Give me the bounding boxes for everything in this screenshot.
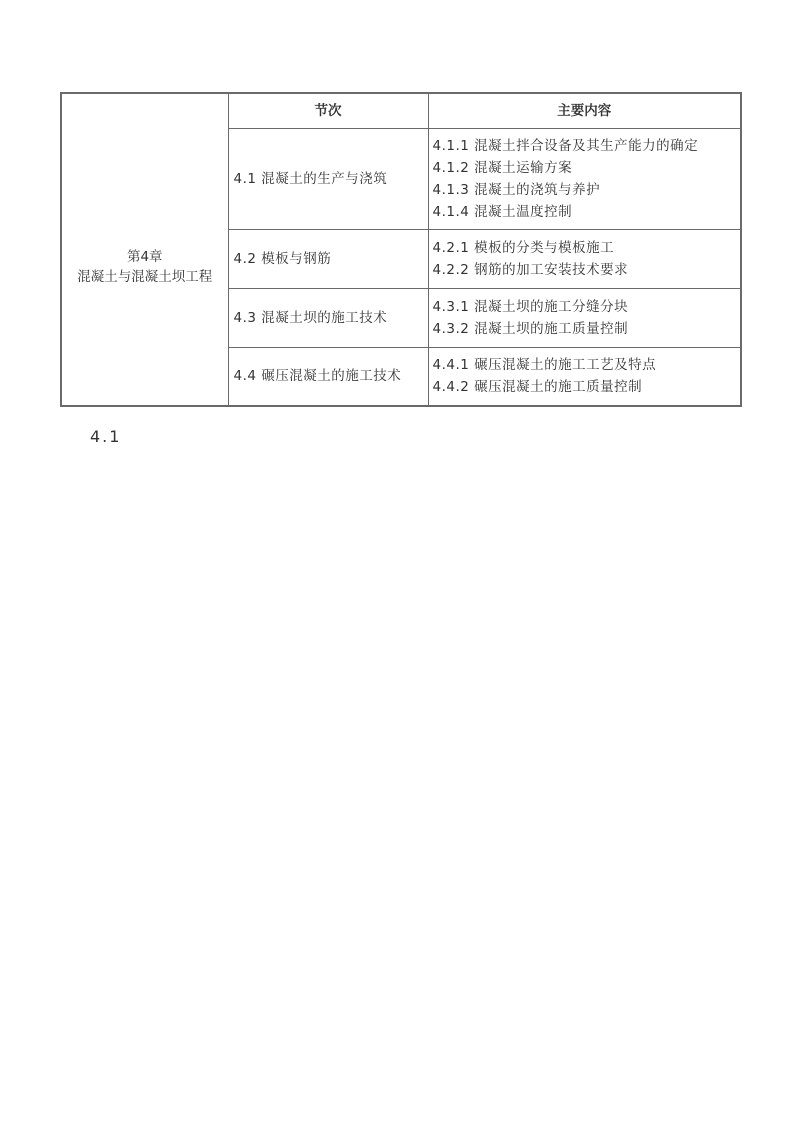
- section-cell: 4.3 混凝土坝的施工技术: [228, 289, 428, 348]
- chapter-title: 混凝土与混凝土坝工程: [77, 268, 213, 285]
- header-empty-cell: [61, 93, 228, 129]
- content-item: 4.1.3 混凝土的浇筑与养护: [432, 182, 601, 198]
- content-cell: [428, 129, 741, 230]
- content-item: 4.2.1 模板的分类与模板施工: [432, 240, 615, 256]
- content-cell: [428, 348, 741, 406]
- content-item: 4.4.1 碾压混凝土的施工工艺及特点: [432, 357, 657, 374]
- section-cell: 4.1 混凝土的生产与浇筑: [228, 129, 428, 230]
- content-item: 4.3.1 混凝土坝的施工分缝分块: [432, 299, 629, 315]
- content-item: 4.1.1 混凝土拌合设备及其生产能力的确定: [432, 138, 699, 154]
- chapter-outline-table: [60, 92, 742, 407]
- section-cell: 4.4 碾压混凝土的施工技术: [228, 348, 428, 406]
- content-item: 4.4.2 碾压混凝土的施工质量控制: [432, 379, 643, 396]
- content-cell: [428, 289, 741, 348]
- chapter-cell: [61, 129, 228, 406]
- header-content: 主要内容: [428, 93, 741, 129]
- content-item: 4.2.2 钢筋的加工安装技术要求: [432, 262, 629, 278]
- content-item: 4.3.2 混凝土坝的施工质量控制: [432, 321, 629, 337]
- table-row: [61, 129, 741, 230]
- section-number-heading: 4.1: [90, 427, 122, 446]
- content-cell: [428, 230, 741, 289]
- section-cell: 4.2 模板与钢筋: [228, 230, 428, 289]
- header-section: 节次: [228, 93, 428, 129]
- chapter-number: 第4章: [126, 248, 163, 265]
- content-item: 4.1.4 混凝土温度控制: [432, 204, 573, 220]
- table-header-row: [61, 93, 741, 129]
- content-item: 4.1.2 混凝土运输方案: [432, 160, 573, 176]
